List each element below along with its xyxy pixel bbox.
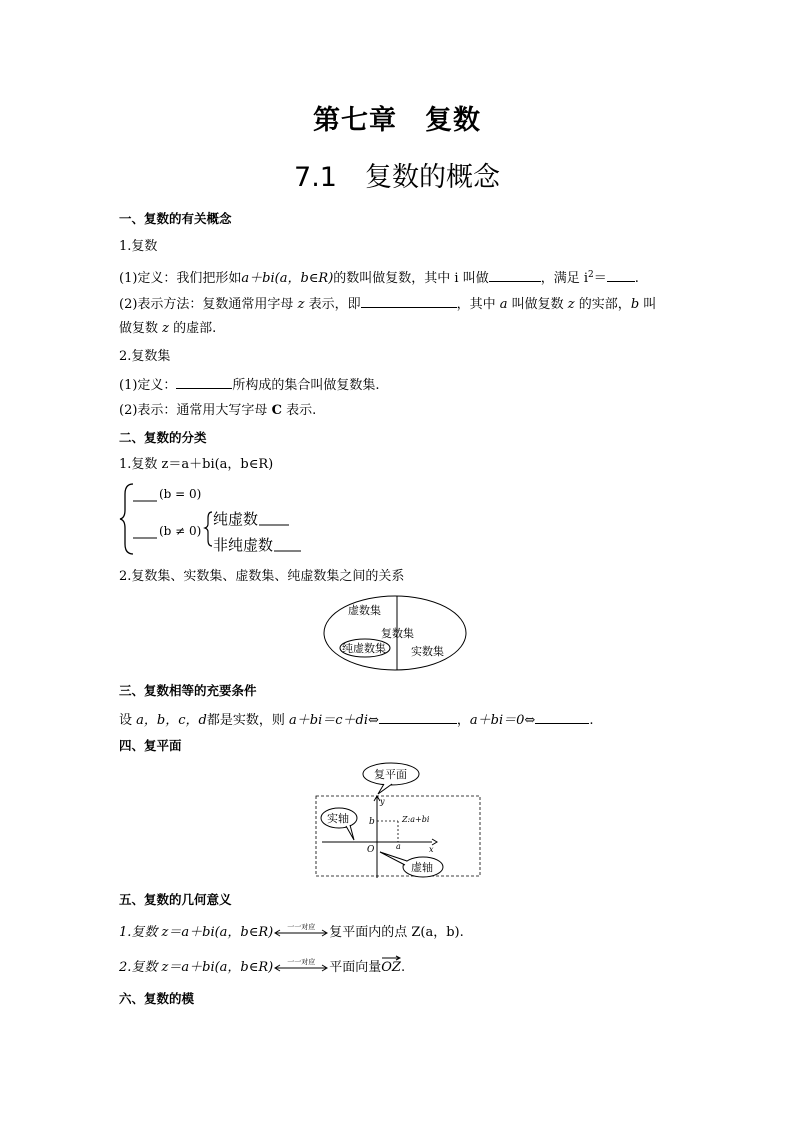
set-representation-line: (2)表示：通常用大写字母 C 表示. [119,403,317,418]
representation-line: (2)表示方法：复数通常用字母 z 表示，即 ，其中 a 叫做复数 z 的实部，b 叫 [119,294,656,314]
equality-line: 设 a，b，c，d都是实数，则 a＋bi＝c＋di⇔ ，a＋bi＝0⇔ . [119,710,593,730]
imag-axis-label: 虚轴 [411,861,433,874]
outer-brace [120,484,133,554]
heading-modulus: 六、复数的模 [119,991,195,1006]
venn-complex-label: 复数集 [381,627,414,640]
classification-item-2: 2.复数集、实数集、虚数集、纯虚数集之间的关系 [119,569,405,584]
blank-equality[interactable] [379,710,457,724]
plane-label: 复平面 [374,768,407,781]
classification-brace-diagram [119,480,319,558]
set-definition-line: (1)定义： 所构成的集合叫做复数集. [119,375,380,395]
blank-i-squared[interactable] [607,268,635,282]
one-to-one-arrow: 一一对应 [273,922,329,938]
x-label: x [429,845,434,854]
sub-complex-number: 1.复数 [119,239,158,254]
venn-real-label: 实数集 [411,645,444,658]
classification-item-1: 1.复数 z＝a＋bi(a，b∈R) [119,457,274,472]
condition-real: (b = 0) [159,487,202,501]
one-to-one-arrow-2: 一一对应 [273,957,329,973]
heading-geometric-meaning: 五、复数的几何意义 [119,892,232,907]
vector-oz: OZ [381,959,401,977]
y-label: y [380,797,385,806]
venn-imaginary-label: 虚数集 [348,604,381,617]
heading-classification: 二、复数的分类 [119,430,207,445]
b-label: b [369,817,375,827]
heading-concepts: 一、复数的有关概念 [119,211,232,226]
a-label: a [396,842,401,851]
condition-imaginary: (b ≠ 0) [159,524,202,538]
label-pure-imaginary: 纯虚数 [213,510,259,528]
inner-brace [205,512,212,546]
z-label: Z:a+bi [402,815,430,824]
real-axis-label: 实轴 [327,812,349,825]
label-non-pure-imaginary: 非纯虚数 [213,536,274,554]
chapter-title: 第七章 复数 [313,105,481,136]
blank-set-definition[interactable] [176,375,232,389]
blank-zero-equality[interactable] [535,710,589,724]
geometric-line-2: 2.复数 z＝a＋bi(a，b∈R) 一一对应 平面向量OZ . [119,958,406,975]
geometric-line-1: 1.复数 z＝a＋bi(a，b∈R) 一一对应 复平面内的点 Z(a，b). [119,923,464,940]
heading-complex-plane: 四、复平面 [119,738,182,753]
definition-line: (1)定义：我们把形如a＋bi(a，b∈R)的数叫做复数，其中 i 叫做 ，满足 $i^2=$ . [119,270,639,286]
sub-complex-set: 2.复数集 [119,349,171,364]
venn-pure-label: 纯虚数集 [342,642,386,655]
origin-label: O [367,845,375,855]
blank-imaginary-unit[interactable] [489,268,541,282]
section-title: 7.1 复数的概念 [294,162,500,193]
venn-diagram [322,594,470,674]
heading-equality: 三、复数相等的充要条件 [119,683,257,698]
blank-representation[interactable] [361,294,457,308]
representation-line-2: 做复数 z 的虚部. [119,321,217,336]
complex-plane-diagram [312,760,484,882]
